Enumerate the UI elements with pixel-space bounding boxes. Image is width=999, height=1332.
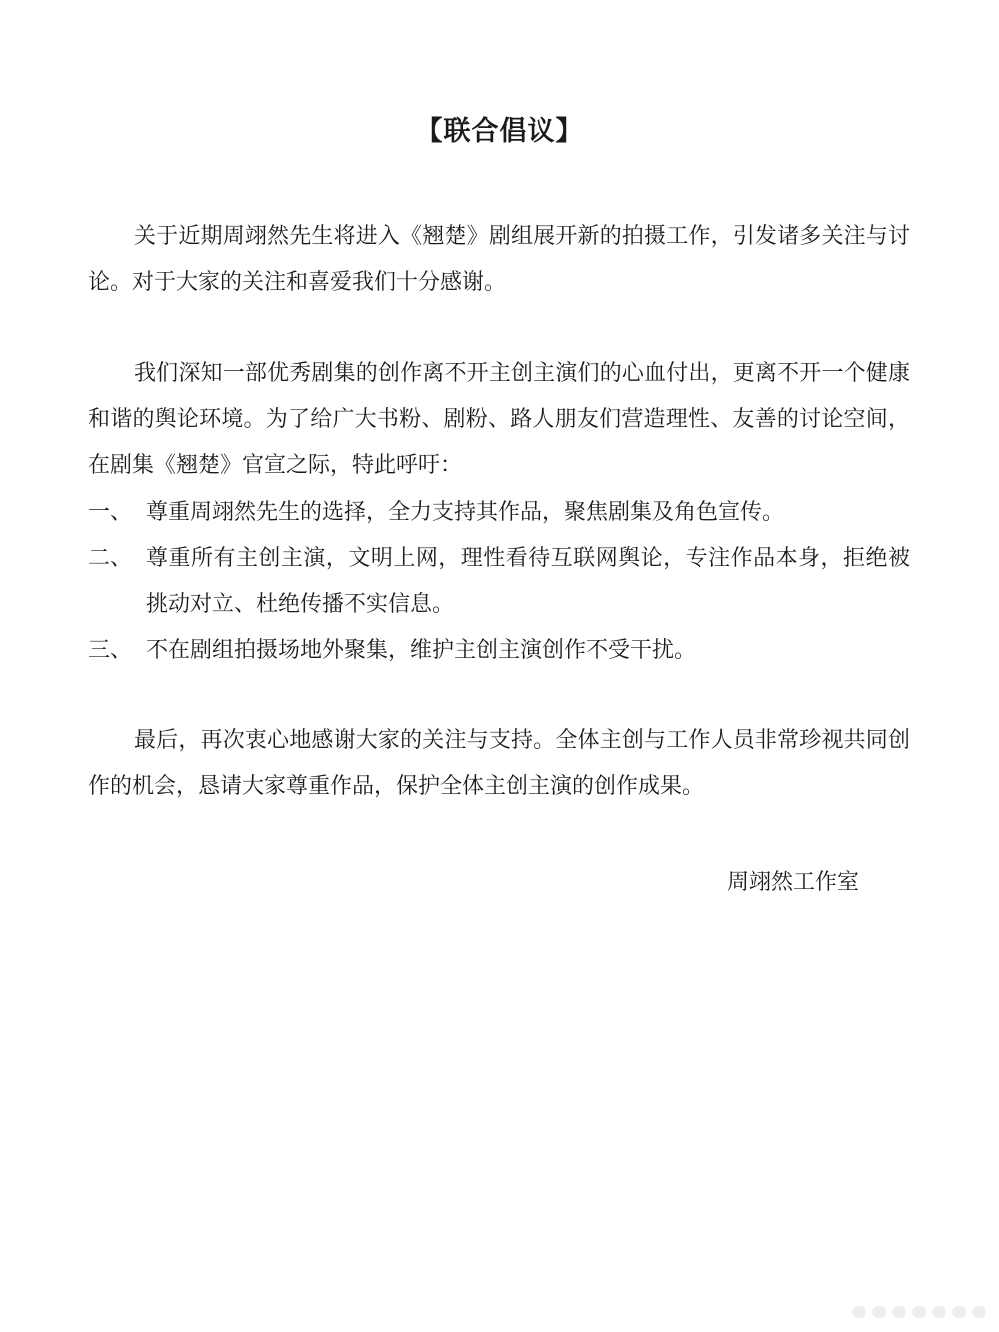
list-item-text: 不在剧组拍摄场地外聚集，维护主创主演创作不受干扰。 bbox=[146, 638, 697, 663]
signature: 周翊然工作室 bbox=[727, 870, 860, 895]
list-item-text: 尊重所有主创主演，文明上网，理性看待互联网舆论，专注作品本身，拒绝被挑动对立、杜绝传播不实信息。 bbox=[146, 546, 910, 617]
list-item-text: 尊重周翊然先生的选择，全力支持其作品，聚焦剧集及角色宣传。 bbox=[146, 500, 785, 525]
closing-paragraph: 最后，再次衷心地感谢大家的关注与支持。全体主创与工作人员非常珍视共同创作的机会，恳请大家尊重作品，保护全体主创主演的创作成果。 bbox=[88, 728, 910, 799]
list-item-number: 二、 bbox=[88, 546, 133, 571]
document-title: 【联合倡议】 bbox=[415, 116, 584, 147]
list-item bbox=[88, 490, 910, 536]
list-item-number: 三、 bbox=[88, 638, 133, 663]
list-item bbox=[88, 628, 910, 674]
watermark bbox=[852, 1302, 992, 1322]
intro-paragraph: 关于近期周翊然先生将进入《翘楚》剧组展开新的拍摄工作，引发诸多关注与讨论。对于大家的关注和喜爱我们十分感谢。 bbox=[88, 224, 910, 295]
appeal-paragraph: 我们深知一部优秀剧集的创作离不开主创主演们的心血付出，更离不开一个健康和谐的舆论环境。为了给广大书粉、剧粉、路人朋友们营造理性、友善的讨论空间，在剧集《翘楚》官宣之际，特此呼吁： bbox=[88, 361, 910, 478]
list-item-number: 一、 bbox=[88, 500, 133, 525]
list-item bbox=[88, 536, 910, 628]
appeal-list bbox=[88, 490, 910, 674]
